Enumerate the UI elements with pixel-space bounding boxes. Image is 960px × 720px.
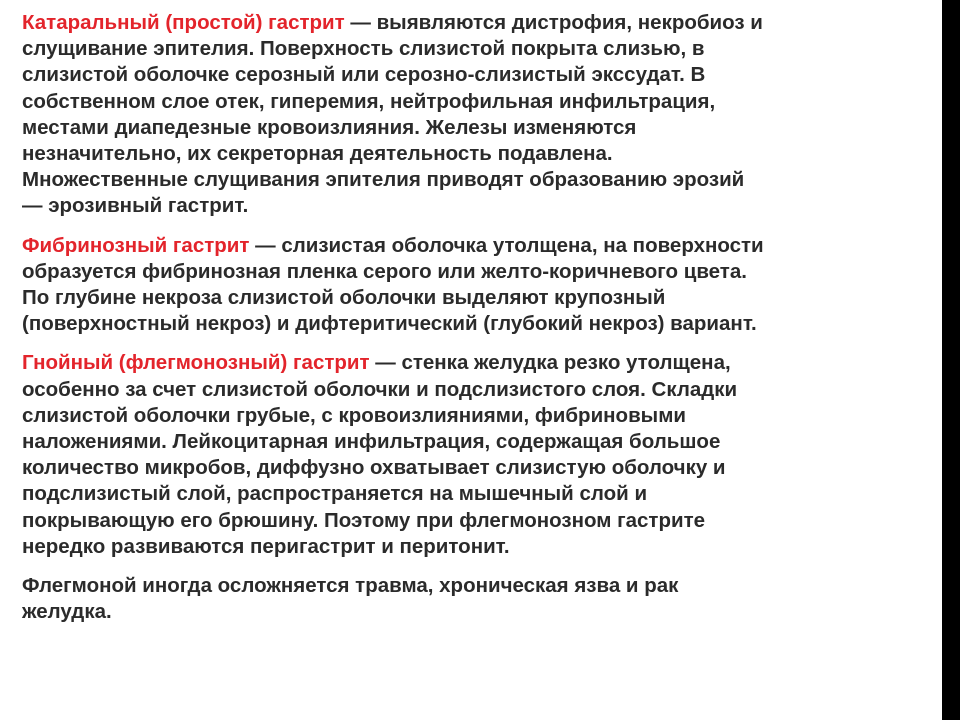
paragraph-line [22,350,934,376]
paragraph-catarrhal-gastritis [22,10,934,220]
paragraph-line: образуется фибринозная пленка серого или желто-коричневого цвета. [22,259,747,283]
line-text: — выявляются дистрофия, некробиоз и [344,11,763,34]
paragraph-phlegmon-complications [22,573,934,625]
term-fibrinous-gastritis: Фибринозный гастрит [22,233,250,257]
paragraph-line: По глубине некроза слизистой оболочки выделяют крупозный [22,286,666,310]
paragraph-purulent-gastritis [22,350,934,560]
paragraph-line: Множественные слущивания эпителия приводят образованию эрозий [22,168,745,192]
paragraph-line: незначительно, их секреторная деятельность подавлена. [22,142,613,166]
term-catarrhal-gastritis: Катаральный (простой) гастрит [22,11,345,34]
paragraph-fibrinous-gastritis [22,233,934,338]
line-text: — стенка желудка резко утолщена, [369,351,731,375]
term-purulent-gastritis: Гнойный (флегмонозный) гастрит [22,351,370,375]
right-edge-bar [942,0,960,720]
slide-text [22,10,934,638]
paragraph-line: (поверхностный некроз) и дифтеритический (глубокий некроз) вариант. [22,312,757,336]
paragraph-line: особенно за счет слизистой оболочки и подслизистого слоя. Складки [22,377,738,401]
paragraph-line: подслизистый слой, распространяется на мышечный слой и [22,482,648,506]
paragraph-line: — эрозивный гастрит. [22,194,249,218]
line-text: — слизистая оболочка утолщена, на поверхности [249,233,764,257]
paragraph-line: Флегмоной иногда осложняется травма, хроническая язва и рак [22,574,679,598]
paragraph-line: слизистой оболочки грубые, с кровоизлияниями, фибриновыми [22,403,686,427]
paragraph-line: местами диапедезные кровоизлияния. Железы изменяются [22,115,637,139]
paragraph-line: собственном слое отек, гиперемия, нейтрофильная инфильтрация, [22,89,716,113]
paragraph-line: покрывающую его брюшину. Поэтому при флегмонозном гастрите [22,508,706,532]
paragraph-line: количество микробов, диффузно охватывает слизистую оболочку и [22,456,726,480]
paragraph-line [22,233,934,259]
paragraph-line: желудка. [22,600,112,624]
paragraph-line: слизистой оболочке серозный или серозно-слизистый экссудат. В [22,63,706,87]
paragraph-line: нередко развиваются перигастрит и перитонит. [22,534,510,558]
paragraph-line [22,10,934,36]
paragraph-line: наложениями. Лейкоцитарная инфильтрация, содержащая большое [22,430,721,454]
paragraph-line: слущивание эпителия. Поверхность слизистой покрыта слизью, в [22,37,705,61]
